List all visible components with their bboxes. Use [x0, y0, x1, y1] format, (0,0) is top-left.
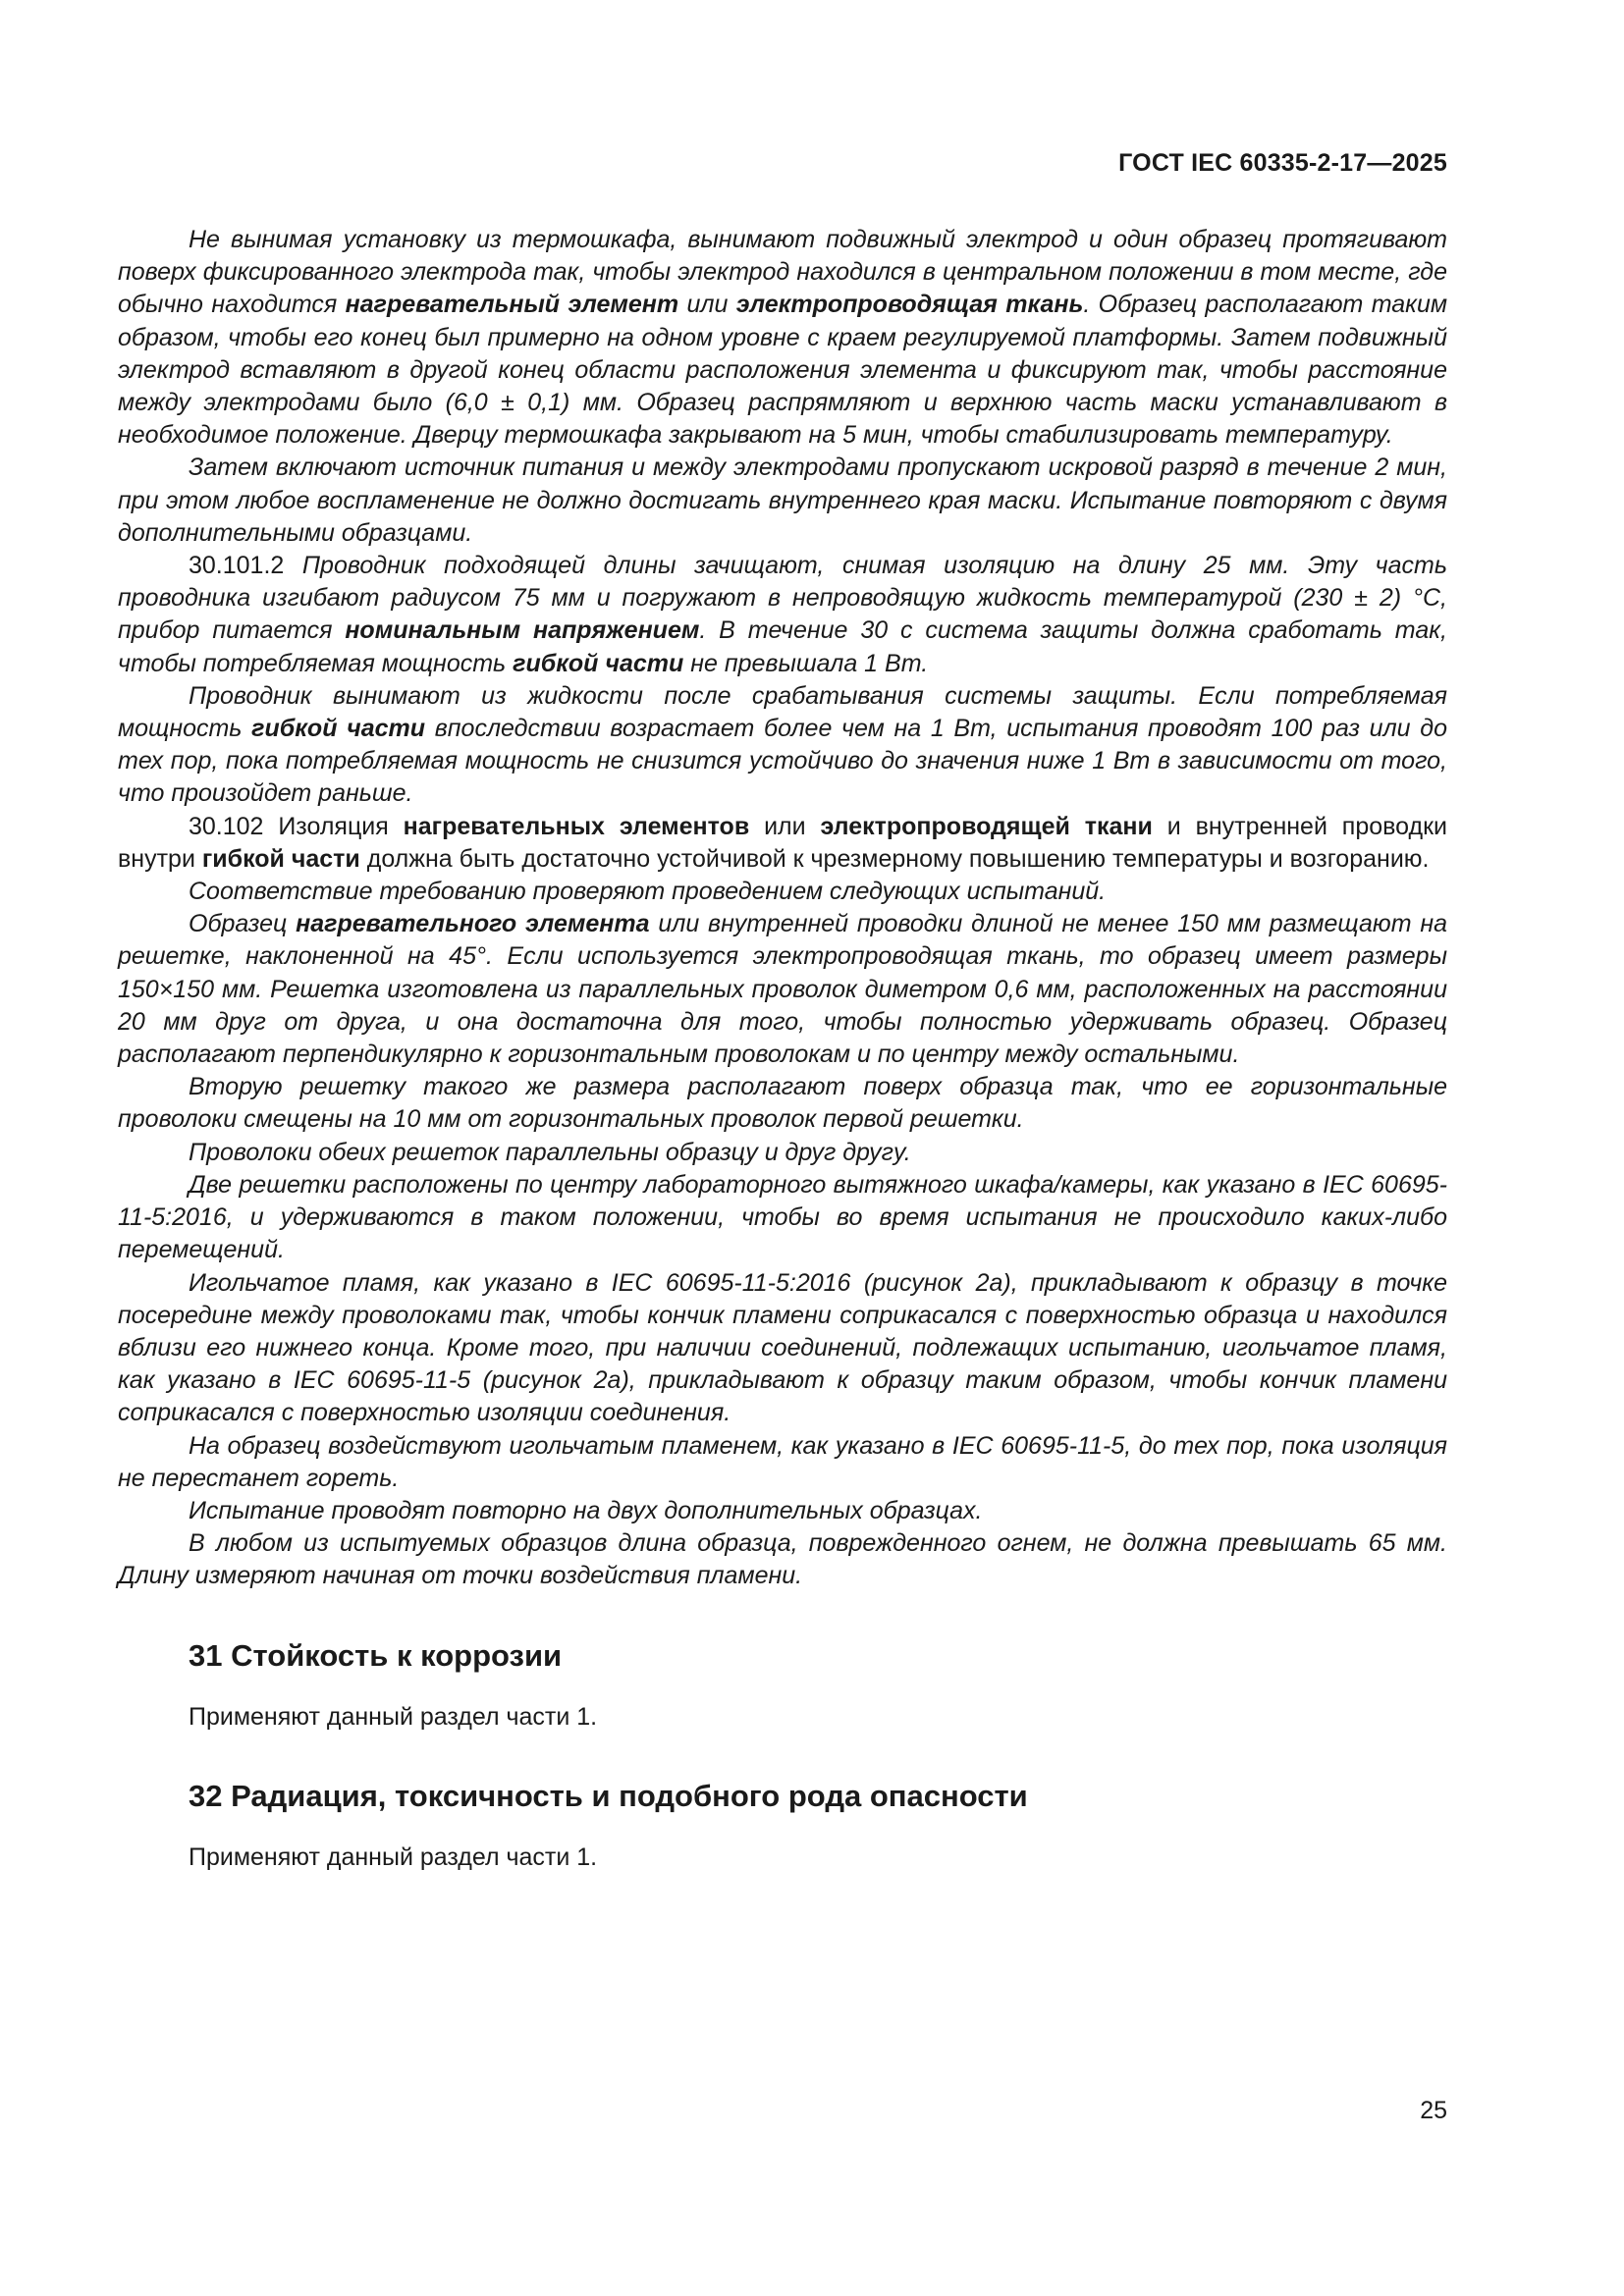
- text-run: Проволоки обеих решеток параллельны образцу и друг другу.: [189, 1138, 911, 1166]
- paragraph: [118, 1169, 1447, 1267]
- paragraph: [118, 811, 1447, 876]
- text-run: . В течение 30 с система защиты должна сработать так, чтобы потребляемая мощность: [118, 616, 1447, 677]
- text-run: Испытание проводят повторно на двух дополнительных образцах.: [189, 1496, 983, 1524]
- term-bold: нагревательных элементов: [403, 812, 750, 840]
- text-run: Образец: [189, 910, 297, 938]
- paragraph-list: [118, 224, 1447, 1593]
- text-run: Соответствие требованию проверяют проведением следующих испытаний.: [189, 878, 1107, 906]
- text-run: Проводник подходящей длины зачищают, снимая изоляцию на длину 25 мм. Эту часть проводника изгибают радиусом 75 мм и погружают в непроводящую жидкость температурой (230 ± 2) °С, прибор питается: [118, 552, 1447, 645]
- term-bold: гибкой части: [251, 715, 426, 743]
- text-run: Не вынимая установку из термошкафа, вынимают подвижный электрод и один образец протягивают поверх фиксированного электрода так, чтобы электрод находился в центральном положении в том месте, где обычно находится: [118, 226, 1447, 319]
- paragraph: [118, 680, 1447, 811]
- paragraph: [118, 1071, 1447, 1136]
- term-bold: гибкой части: [513, 649, 684, 677]
- paragraph: [118, 1137, 1447, 1169]
- text-run: или: [749, 812, 821, 840]
- text-run: или: [678, 291, 736, 319]
- text-run: не превышала 1 Вт.: [683, 649, 929, 677]
- section-32: [118, 1777, 1447, 1874]
- paragraph: [118, 908, 1447, 1071]
- term-bold: нагревательного элемента: [296, 910, 650, 938]
- paragraph: [118, 1527, 1447, 1592]
- text-run: 30.102 Изоляция: [189, 812, 404, 840]
- page-number: 25: [1420, 2097, 1447, 2124]
- term-bold: номинальным напряжением: [345, 616, 700, 645]
- section-heading: 32 Радиация, токсичность и подобного рода опасности: [189, 1778, 1028, 1813]
- text-run: Затем включают источник питания и между электродами пропускают искровой разряд в течение 2 мин, при этом любое воспламенение не должно достигать внутреннего края маски. Испытание повторяют с двумя дополнительными образцами.: [118, 454, 1447, 547]
- paragraph: [118, 452, 1447, 550]
- text-run: . Образец располагают таким образом, чтобы его конец был примерно на одном уровне с краем регулируемой платформы. Затем подвижный электрод вставляют в другой конец области расположения элемента и фиксируют так, чтобы расстояние между электродами было (6,0 ± 0,1) мм. Образец распрямляют и верхнюю часть маски устанавливают в необходимое положение. Дверцу термошкафа закрывают на 5 мин, чтобы стабилизировать температуру.: [118, 291, 1447, 450]
- paragraph: [118, 224, 1447, 452]
- text-run: Две решетки расположены по центру лабораторного вытяжного шкафа/камеры, как указано в IEC 60695-11-5:2016, и удерживаются в таком положении, чтобы во время испытания не происходило каких-либо перемещений.: [118, 1170, 1447, 1264]
- section-31: [118, 1636, 1447, 1734]
- term-bold: электропроводящая ткань: [735, 291, 1084, 319]
- text-run: или внутренней проводки длиной не менее 150 мм размещают на решетке, наклоненной на 45°. Если используется электропроводящая ткань, то образец имеет размеры 150×150 мм. Решетка изготовлена из параллельных проволок диметром 0,6 мм, расположенных на расстоянии 20 мм друг от друга, и она достаточна для того, чтобы полностью удерживать образец. Образец располагают перпендикулярно к горизонтальным проволокам и по центру между остальными.: [118, 910, 1447, 1069]
- text-run: На образец воздействуют игольчатым пламенем, как указано в IEC 60695-11-5, до тех пор, пока изоляция не перестанет гореть.: [118, 1431, 1447, 1492]
- text-run: В любом из испытуемых образцов длина образца, поврежденного огнем, не должна превышать 65 мм. Длину измеряют начиная от точки воздействия пламени.: [118, 1529, 1447, 1590]
- term-bold: нагревательный элемент: [345, 291, 679, 319]
- paragraph: [118, 550, 1447, 680]
- section-heading: 31 Стойкость к коррозии: [189, 1637, 563, 1673]
- term-bold: гибкой части: [201, 844, 360, 873]
- text-run: должна быть достаточно устойчивой к чрезмерному повышению температуры и возгоранию.: [359, 844, 1430, 873]
- paragraph: [118, 1267, 1447, 1430]
- text-run: Проводник вынимают из жидкости после срабатывания системы защиты. Если потребляемая мощность: [118, 681, 1447, 743]
- paragraph: [118, 876, 1447, 908]
- document-body: [118, 224, 1447, 1874]
- document-header-id: ГОСТ IEC 60335-2-17—2025: [1118, 149, 1447, 177]
- text-run: и внутренней проводки внутри: [118, 812, 1447, 873]
- text-run: Вторую решетку такого же размера располагают поверх образца так, что ее горизонтальные проволоки смещены на 10 мм от горизонтальных проволок первой решетки.: [118, 1073, 1447, 1134]
- clause-number: 30.101.2: [189, 552, 285, 580]
- text-run: Игольчатое пламя, как указано в IEC 60695-11-5:2016 (рисунок 2а), прикладывают к образцу в точке посередине между проволоками так, чтобы кончик пламени соприкасался с поверхностью образца и находился вблизи его нижнего конца. Кроме того, при наличии соединений, подлежащих испытанию, игольчатое пламя, как указано в IEC 60695-11-5 (рисунок 2а), прикладывают к образцу таким образом, чтобы кончик пламени соприкасался с поверхностью изоляции соединения.: [118, 1268, 1447, 1427]
- paragraph: [118, 1495, 1447, 1527]
- paragraph: [118, 1430, 1447, 1495]
- text-run: впоследствии возрастает более чем на 1 Вт, испытания проводят 100 раз или до тех пор, пока потребляемая мощность не снизится устойчиво до значения ниже 1 Вт в зависимости от того, что произойдет раньше.: [118, 715, 1447, 808]
- section-text: Применяют данный раздел части 1.: [189, 1702, 598, 1731]
- section-text: Применяют данный раздел части 1.: [189, 1842, 598, 1871]
- term-bold: электропроводящей ткани: [820, 812, 1153, 840]
